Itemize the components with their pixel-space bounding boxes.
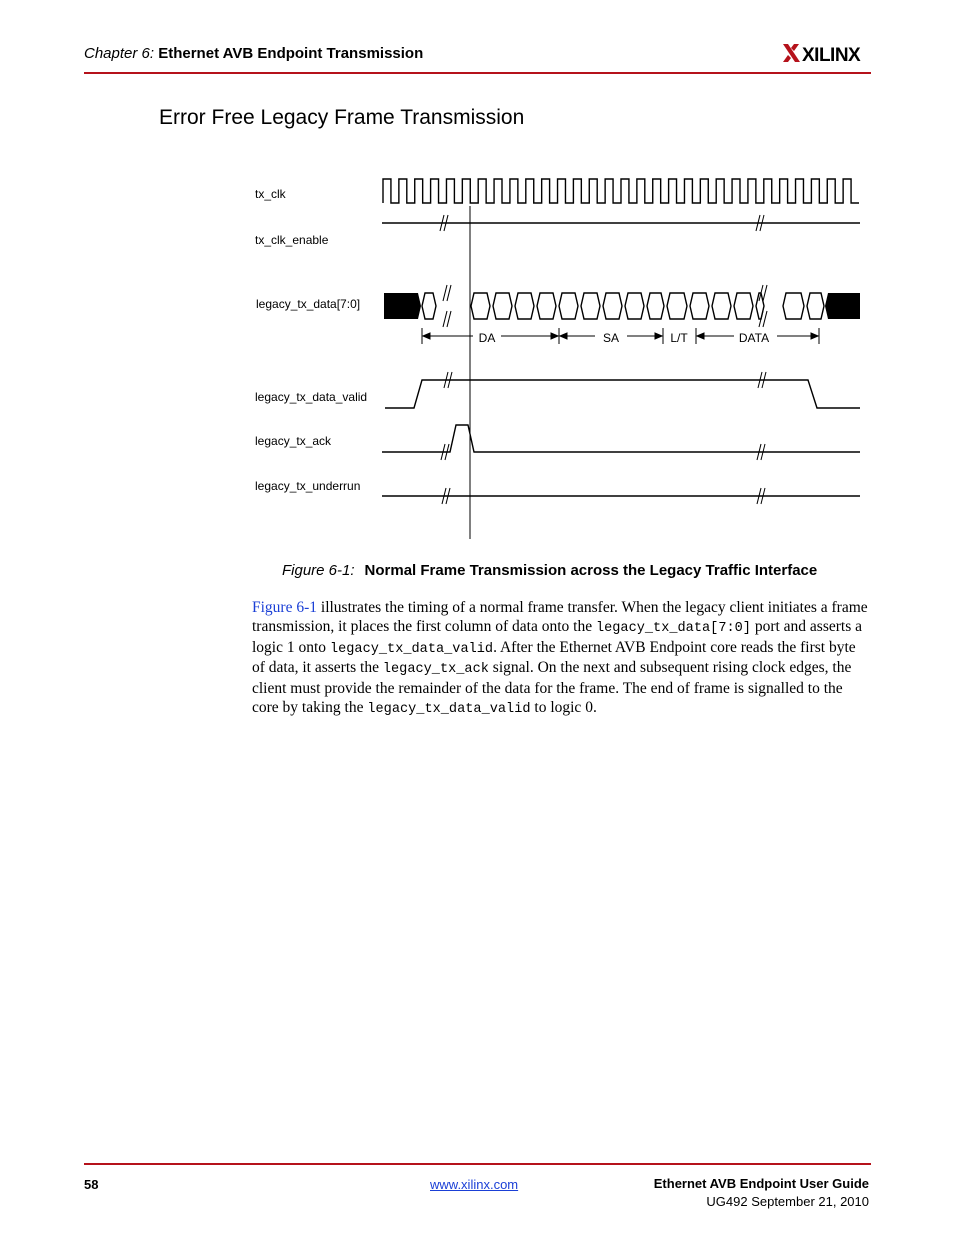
bus-byte-4 <box>537 293 556 319</box>
legacy-tx-data-valid-waveform <box>385 380 860 408</box>
code-legacy-tx-data: legacy_tx_data[7:0] <box>595 620 751 636</box>
break-marks <box>440 215 770 504</box>
break-mark <box>443 311 451 327</box>
bus-byte-16 <box>807 293 824 319</box>
footer-guide-title: Ethernet AVB Endpoint User Guide <box>653 1176 869 1191</box>
brand-wordmark: XILINX <box>802 45 861 66</box>
body-text-2: port and asserts a logic 1 onto <box>252 617 863 656</box>
signal-label-legacy-tx-ack: legacy_tx_ack <box>255 434 332 448</box>
bus-byte-15 <box>783 293 804 319</box>
legacy-tx-ack-waveform <box>382 425 860 452</box>
bus-byte-12 <box>712 293 731 319</box>
tx-clk-waveform <box>383 179 859 203</box>
body-paragraph <box>252 599 872 720</box>
section-title: Error Free Legacy Frame Transmission <box>159 106 525 129</box>
figure-number: Figure 6-1: <box>282 562 355 579</box>
figure-title: Normal Frame Transmission across the Legacy Traffic Interface <box>364 562 818 579</box>
bus-byte-7 <box>603 293 622 319</box>
xilinx-logo <box>782 40 872 66</box>
field-label-da: DA <box>478 331 496 345</box>
code-legacy-tx-data-valid-2: legacy_tx_data_valid <box>367 701 531 717</box>
timing-diagram <box>250 168 870 543</box>
footer-doc-id: UG492 September 21, 2010 <box>706 1194 869 1209</box>
signal-label-legacy-tx-data: legacy_tx_data[7:0] <box>256 297 361 311</box>
break-mark <box>443 285 451 301</box>
bus-undefined-end <box>825 293 860 319</box>
legacy-tx-data-waveform <box>384 293 860 319</box>
field-label-lt: L/T <box>670 331 688 345</box>
bus-byte-0 <box>422 293 436 319</box>
signal-label-tx-clk: tx_clk <box>255 187 286 201</box>
bus-byte-11 <box>690 293 709 319</box>
code-legacy-tx-ack: legacy_tx_ack <box>382 662 489 678</box>
bus-byte-13 <box>734 293 753 319</box>
body-text-4: signal. On the next and subsequent rising clock edges, the client must provide the remainder of the data for the frame. The end of frame is signalled to the core by taking the <box>252 659 852 716</box>
figure-link[interactable]: Figure 6-1 <box>252 599 318 616</box>
bus-byte-5 <box>559 293 578 319</box>
xilinx-mark-icon <box>783 44 800 62</box>
chapter-title: Ethernet AVB Endpoint Transmission <box>158 45 424 62</box>
field-label-data: DATA <box>738 331 770 345</box>
bus-byte-10 <box>667 293 687 319</box>
header-chapter <box>84 45 423 62</box>
signal-label-legacy-tx-data-valid: legacy_tx_data_valid <box>255 390 368 404</box>
body-text-5: to logic 0. <box>530 698 597 716</box>
bus-byte-3 <box>515 293 534 319</box>
body-text-1: illustrates the timing of a normal frame transfer. When the legacy client initiates a frame transmission, it places the first column of data onto the <box>252 599 868 635</box>
bus-byte-9 <box>647 293 664 319</box>
footer-rule <box>84 1163 871 1165</box>
header-rule <box>84 72 871 74</box>
bus-undefined-start <box>384 293 421 319</box>
signal-label-legacy-tx-underrun: legacy_tx_underrun <box>255 479 361 493</box>
bus-byte-8 <box>625 293 644 319</box>
figure-caption <box>282 562 817 579</box>
footer-url-link[interactable]: www.xilinx.com <box>430 1177 519 1192</box>
bus-byte-1 <box>471 293 490 319</box>
field-label-sa: SA <box>602 331 620 345</box>
bus-byte-6 <box>581 293 600 319</box>
body-text-3: . After the Ethernet AVB Endpoint core reads the first byte of data, it asserts the <box>252 638 856 677</box>
field-annotations <box>422 328 819 345</box>
page-number: 58 <box>84 1177 99 1192</box>
signal-labels <box>255 187 367 493</box>
signal-label-tx-clk-enable: tx_clk_enable <box>255 233 329 247</box>
chapter-prefix: Chapter 6: <box>84 45 155 62</box>
bus-byte-2 <box>493 293 512 319</box>
code-legacy-tx-data-valid: legacy_tx_data_valid <box>329 641 494 657</box>
